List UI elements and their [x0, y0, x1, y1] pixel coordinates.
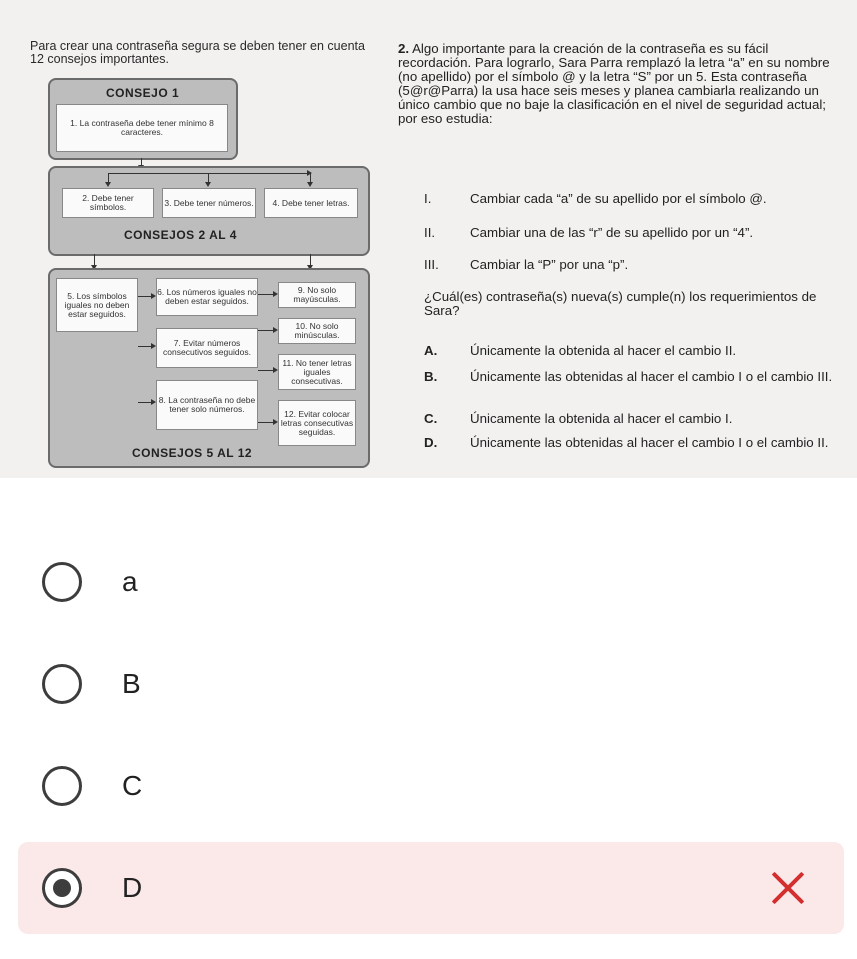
consejos-2-4-title: CONSEJOS 2 AL 4: [124, 228, 237, 242]
option-letter: B.: [424, 369, 438, 384]
statement-number: II.: [424, 225, 436, 240]
radio-button[interactable]: [42, 664, 82, 704]
option-text: Únicamente las obtenidas al hacer el cambio I o el cambio III.: [470, 369, 833, 384]
answer-label: B: [122, 668, 141, 699]
tip-2: 2. Debe tener símbolos.: [62, 188, 154, 218]
radio-button[interactable]: [42, 766, 82, 806]
option-letter: A.: [424, 343, 438, 358]
question-text: [398, 42, 830, 126]
answer-choice-c[interactable]: [18, 740, 844, 832]
answer-label: D: [122, 872, 143, 903]
question-number: 2.: [398, 41, 410, 56]
connector-arrow: [258, 330, 276, 331]
tips-diagram: [48, 78, 373, 468]
option-text: Únicamente la obtenida al hacer el cambio II.: [470, 343, 737, 358]
connector-arrow: [258, 370, 276, 371]
connector-down: [310, 254, 311, 268]
tip-7: 7. Evitar números consecutivos seguidos.: [156, 328, 258, 368]
answer-choice-a[interactable]: [18, 536, 844, 628]
connector: [108, 173, 109, 185]
tip-8: 8. La contraseña no debe tener solo números.: [156, 380, 258, 430]
answer-choice-d[interactable]: [18, 842, 844, 934]
prompt-text: ¿Cuál(es) contraseña(s) nueva(s) cumple(n) los requerimientos de Sara?: [424, 289, 817, 318]
statement-text: Cambiar una de las “r” de su apellido por un “4”.: [470, 225, 754, 240]
tip-1: 1. La contraseña debe tener mínimo 8 caracteres.: [56, 104, 228, 152]
question-body: Algo importante para la creación de la contraseña es su fácil recordación. Para lograrlo, Sara Parra remplazó la letra “a” en su nombre (no apellido) por el símbolo @ y la letra “S” por un 5. Esta contraseña (5@r@Parra) la usa hace seis meses y planea cambiarla realizando un único cambio que no baje la clasificación en el nivel de seguridad actual; por eso estudia:: [398, 41, 830, 126]
connector-down: [94, 254, 95, 268]
answer-label: a: [122, 566, 138, 597]
connector-arrow: [138, 402, 154, 403]
tip-12: 12. Evitar colocar letras consecutivas seguidas.: [278, 400, 356, 446]
tip-9: 9. No solo mayúsculas.: [278, 282, 356, 308]
tip-10: 10. No solo minúsculas.: [278, 318, 356, 344]
tip-5: 5. Los símbolos iguales no deben estar seguidos.: [56, 278, 138, 332]
tip-11: 11. No tener letras iguales consecutivas.: [278, 354, 356, 390]
connector-arrow: [138, 346, 154, 347]
question-image: [0, 0, 857, 478]
statement-text: Cambiar cada “a” de su apellido por el símbolo @.: [470, 191, 767, 206]
consejos-5-12-title: CONSEJOS 5 AL 12: [132, 446, 253, 460]
option-text: Únicamente la obtenida al hacer el cambio I.: [470, 411, 733, 426]
intro-text: Para crear una contraseña segura se deben tener en cuenta 12 consejos importantes.: [30, 39, 365, 66]
connector-arrow: [258, 422, 276, 423]
consejo-1-title: CONSEJO 1: [106, 86, 180, 100]
tip-6: 6. Los números iguales no deben estar seguidos.: [156, 278, 258, 316]
option-letter: C.: [424, 411, 438, 426]
answer-choice-b[interactable]: [18, 638, 844, 730]
answer-label: C: [122, 770, 143, 801]
radio-button[interactable]: [42, 562, 82, 602]
option-text: Únicamente las obtenidas al hacer el cambio I o el cambio II.: [470, 435, 829, 450]
connector: [208, 173, 209, 185]
tip-4: 4. Debe tener letras.: [264, 188, 358, 218]
connector: [108, 173, 310, 174]
tip-3: 3. Debe tener números.: [162, 188, 256, 218]
option-letter: D.: [424, 435, 438, 450]
connector-arrow: [258, 294, 276, 295]
statement-number: III.: [424, 257, 439, 272]
radio-button-selected[interactable]: [42, 868, 82, 908]
x-mark-icon: [770, 870, 806, 906]
statement-text: Cambiar la “P” por una “p”.: [470, 257, 629, 272]
statement-number: I.: [424, 191, 432, 206]
connector-arrow: [138, 296, 154, 297]
